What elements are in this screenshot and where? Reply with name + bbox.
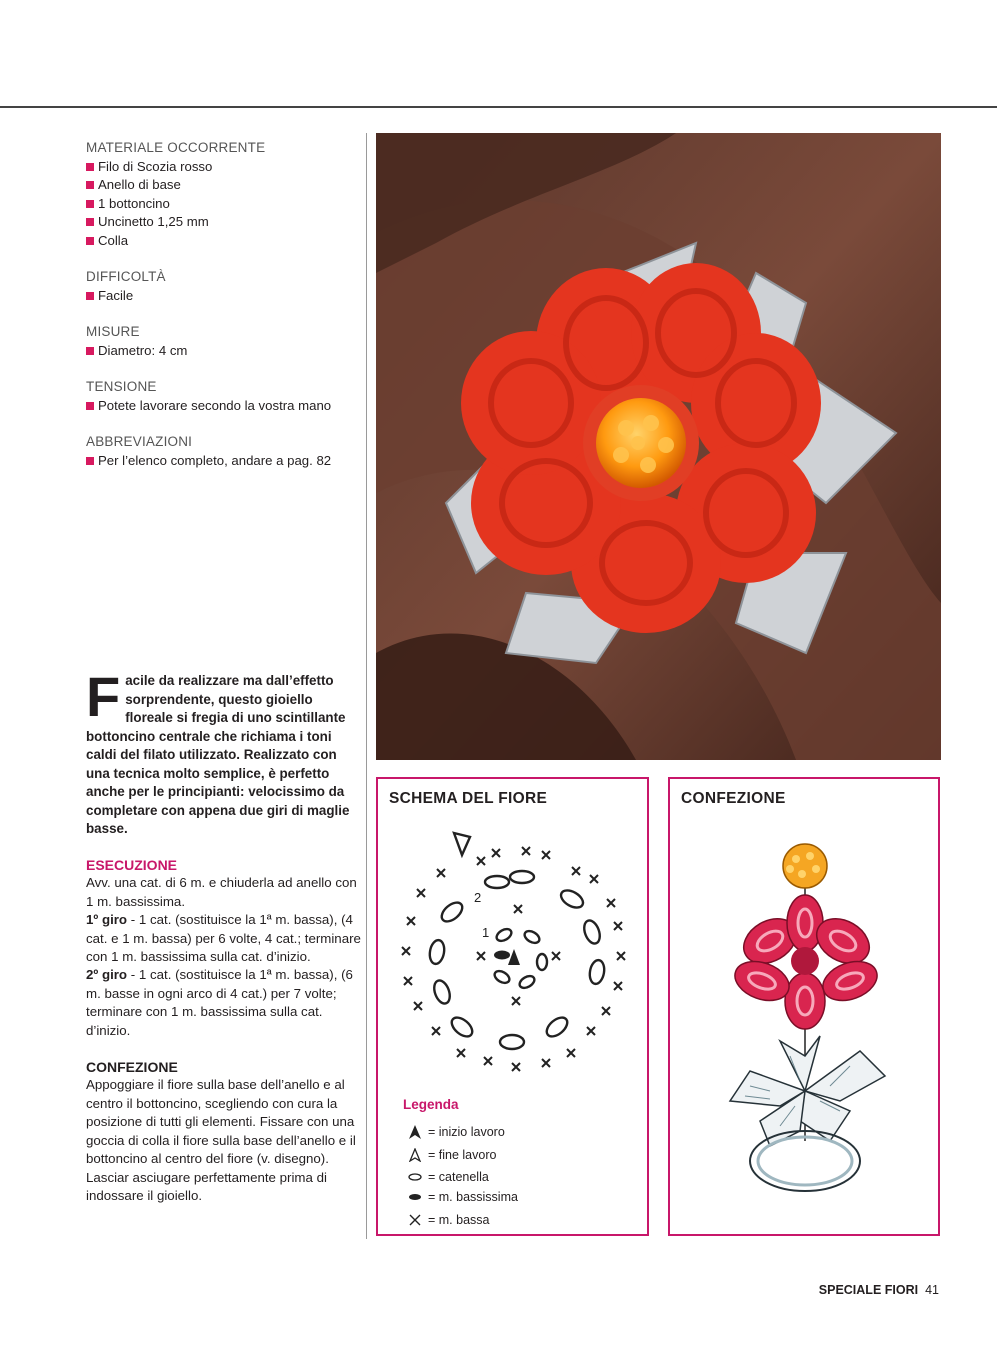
spec-heading: DIFFICOLTÀ <box>86 269 166 284</box>
instructions <box>86 856 362 1205</box>
round-1: 1º giro - 1 cat. (sostituisce la 1ª m. bassa), (4 cat. e 1 m. bassa) per 6 volte, 4 cat.; terminare con 1 m. bassissima sulla cat. d’inizio. <box>86 912 361 965</box>
legend-row-catenella: = catenella <box>402 1170 489 1184</box>
spec-heading: ABBREVIAZIONI <box>86 434 193 449</box>
bullet-icon <box>86 163 94 171</box>
intro-text: acile da realizzare ma dall’effetto sorprendente, questo gioiello floreale si fregia di uno scintillante bottoncino centrale che richiama i toni caldi del filato utilizzato. Realizzato con una tecnica molto semplice, è perfetto anche per le principianti: velocissimo da completare con appena due giri di maglie basse. <box>86 673 350 836</box>
spec-heading: TENSIONE <box>86 379 157 394</box>
page-number: 41 <box>925 1283 939 1297</box>
column-divider <box>366 133 367 1239</box>
magazine-name: SPECIALE FIORI <box>818 1283 919 1297</box>
spec-item: Filo di Scozia rosso <box>86 158 356 177</box>
page-footer <box>819 1283 939 1297</box>
spec-item: Potete lavorare secondo la vostra mano <box>86 397 356 416</box>
round-2: 2º giro - 1 cat. (sostituisce la 1ª m. bassa), (6 m. basse in ogni arco di 4 cat.) per 7 volte; terminare con 1 m. bassissima sulla cat. d’inizio. <box>86 967 353 1038</box>
legend-row-bassa: = m. bassa <box>402 1213 490 1227</box>
filled-oval-icon <box>402 1193 428 1201</box>
specs-column <box>86 139 356 488</box>
confezione-text: Appoggiare il fiore sulla base dell’anello e al centro il bottoncino, scegliendo con cura la posizione di tutti gli elementi. Fissare con una goccia di colla il fiore sulla base dell’anello e il bottoncino al centro del fiore (v. disegno). Lasciar asciugare perfettamente prima di indossare il gioiello. <box>86 1077 356 1203</box>
spec-tensione <box>86 378 356 415</box>
assembly-illustration <box>710 841 900 1201</box>
confezione-box <box>668 777 940 1236</box>
top-rule <box>0 106 997 108</box>
crochet-chart-diagram <box>392 827 637 1082</box>
legend-row-fine: = fine lavoro <box>402 1148 496 1162</box>
spec-heading: MATERIALE OCCORRENTE <box>86 140 266 155</box>
oval-icon <box>402 1173 428 1181</box>
spec-item: Facile <box>86 287 356 306</box>
bullet-icon <box>86 347 94 355</box>
schema-box <box>376 777 649 1236</box>
bullet-icon <box>86 218 94 226</box>
bullet-icon <box>86 457 94 465</box>
legend-row-bassissima: = m. bassissima <box>402 1190 518 1204</box>
legend-row-inizio: = inizio lavoro <box>402 1125 505 1139</box>
outline-arrow-icon <box>402 1148 428 1162</box>
drop-cap: F <box>86 665 121 728</box>
bullet-icon <box>86 237 94 245</box>
spec-difficolta <box>86 268 356 305</box>
bullet-icon <box>86 181 94 189</box>
bullet-icon <box>86 402 94 410</box>
spec-item: 1 bottoncino <box>86 195 356 214</box>
spec-heading: MISURE <box>86 324 140 339</box>
cross-icon <box>402 1214 428 1226</box>
confezione-title: CONFEZIONE <box>86 1059 178 1076</box>
confezione-box-title: CONFEZIONE <box>681 790 786 807</box>
spec-item: Uncinetto 1,25 mm <box>86 213 356 232</box>
flower-ring-photo <box>376 133 941 760</box>
spec-abbreviazioni <box>86 433 356 470</box>
round-label-2: 2 <box>474 890 482 905</box>
spec-item: Per l’elenco completo, andare a pag. 82 <box>86 452 356 471</box>
intro-paragraph <box>86 665 358 839</box>
round-label-1: 1 <box>482 925 490 940</box>
schema-title: SCHEMA DEL FIORE <box>389 790 548 807</box>
filled-arrow-icon <box>402 1125 428 1139</box>
spec-item: Diametro: 4 cm <box>86 342 356 361</box>
spec-misure <box>86 323 356 360</box>
spec-item: Anello di base <box>86 176 356 195</box>
esecuzione-intro: Avv. una cat. di 6 m. e chiuderla ad anello con 1 m. bassissima. <box>86 875 357 909</box>
bullet-icon <box>86 292 94 300</box>
bullet-icon <box>86 200 94 208</box>
spec-materiale <box>86 139 356 250</box>
esecuzione-title: ESECUZIONE <box>86 857 178 873</box>
spec-item: Colla <box>86 232 356 251</box>
legend-title: Legenda <box>403 1097 459 1112</box>
